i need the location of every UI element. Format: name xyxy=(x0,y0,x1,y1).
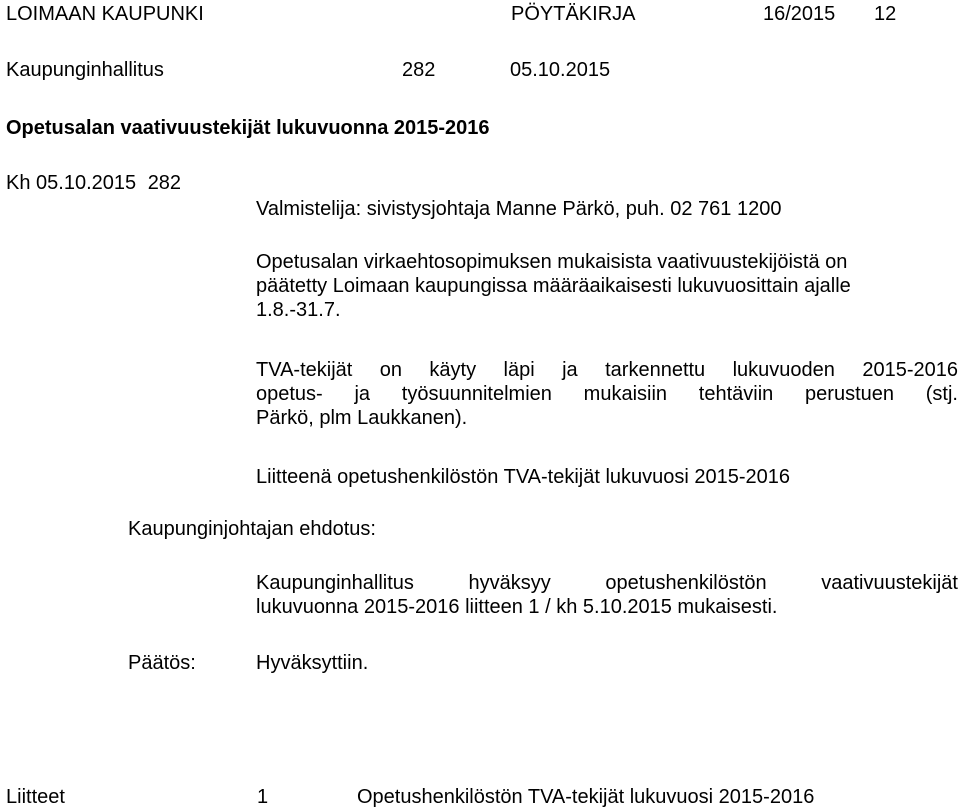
proposal-line: lukuvuonna 2015-2016 liitteen 1 / kh 5.10.2015 mukaisesti. xyxy=(256,596,778,618)
proposal-label: Kaupunginjohtajan ehdotus: xyxy=(128,518,376,540)
proposal-line: Kaupunginhallitus hyväksyy opetushenkilöstön vaativuustekijät xyxy=(256,572,958,594)
preparer-line: Valmistelija: sivistysjohtaja Manne Pärkö, puh. 02 761 1200 xyxy=(256,198,782,220)
paragraph-line: Opetusalan virkaehtosopimuksen mukaisista vaativuustekijöistä on xyxy=(256,251,848,273)
issue-number: 16/2015 xyxy=(763,3,836,25)
page-title: Opetusalan vaativuustekijät lukuvuonna 2015-2016 xyxy=(6,117,490,139)
org-name: LOIMAAN KAUPUNKI xyxy=(6,3,204,25)
meeting-reference-label: Kh 05.10.2015 xyxy=(6,172,137,194)
meeting-reference xyxy=(6,171,181,195)
paragraph-background xyxy=(256,250,960,322)
paragraph-line: Pärkö, plm Laukkanen). xyxy=(256,407,468,429)
proposal-text xyxy=(256,571,958,619)
paragraph-line: TVA-tekijät on käyty läpi ja tarkennettu lukuvuoden 2015-2016 xyxy=(256,359,958,381)
attachment-link[interactable]: Opetushenkilöstön TVA-tekijät lukuvuosi 2015-2016 xyxy=(357,786,815,808)
attachments-label: Liitteet xyxy=(6,786,65,808)
paragraph-line: 1.8.-31.7. xyxy=(256,299,341,321)
attachment-note: Liitteenä opetushenkilöstön TVA-tekijät lukuvuosi 2015-2016 xyxy=(256,466,791,488)
governing-body: Kaupunginhallitus xyxy=(6,59,164,81)
meeting-date: 05.10.2015 xyxy=(510,59,611,81)
paragraph-review xyxy=(256,358,958,430)
meeting-reference-section: 282 xyxy=(147,172,182,194)
decision-label: Päätös: xyxy=(128,652,196,674)
decision-text: Hyväksyttiin. xyxy=(256,652,369,674)
document-type: PÖYTÄKIRJA xyxy=(511,3,636,25)
attachment-number: 1 xyxy=(257,786,269,808)
page-number: 12 xyxy=(874,3,897,25)
section-number: 282 xyxy=(402,59,436,81)
paragraph-line: opetus- ja työsuunnitelmien mukaisiin tehtäviin perustuen (stj. xyxy=(256,383,958,405)
paragraph-line: päätetty Loimaan kaupungissa määräaikaisesti lukuvuosittain ajalle xyxy=(256,275,851,297)
